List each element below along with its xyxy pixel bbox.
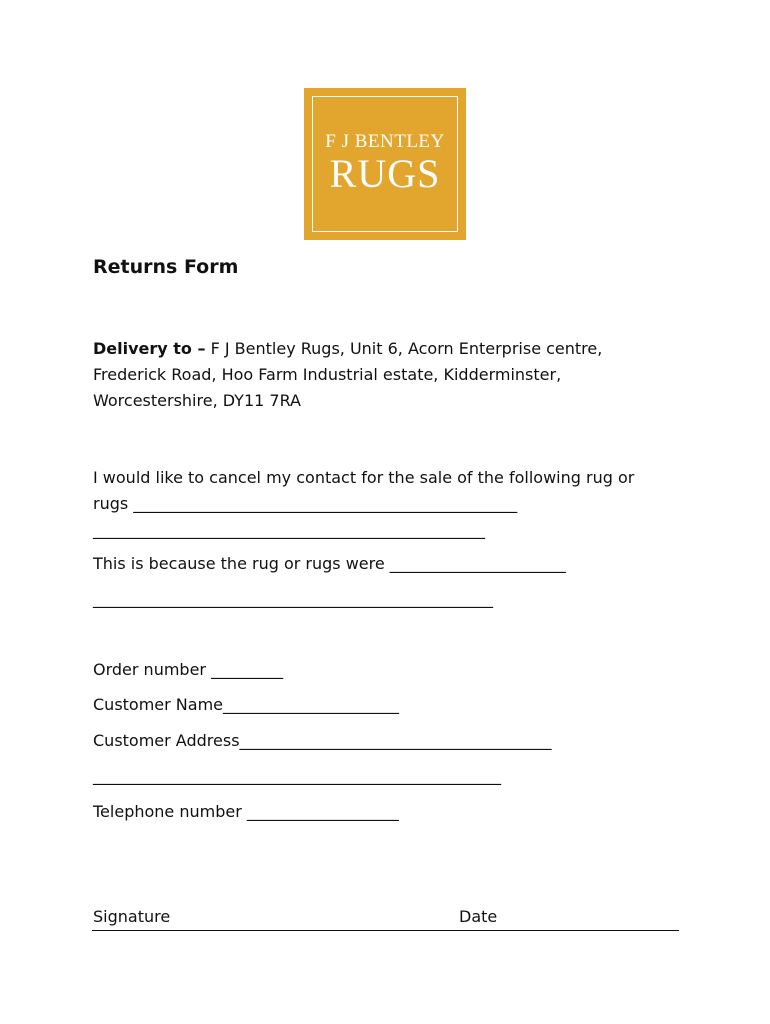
delivery-label: Delivery to – — [93, 339, 206, 358]
telephone-field[interactable]: Telephone number ___________________ — [93, 802, 399, 821]
customer-address-field[interactable]: Customer Address_______________________________________ — [93, 731, 552, 750]
company-logo — [304, 88, 466, 240]
reason-field[interactable]: This is because the rug or rugs were ______________________ — [93, 554, 566, 573]
form-title: Returns Form — [93, 256, 239, 278]
logo-company-name: F J BENTLEY — [325, 131, 445, 152]
signature-label: Signature — [93, 907, 171, 926]
customer-address-continued[interactable]: ___________________________________________________ — [93, 766, 501, 785]
delivery-address-line3: Worcestershire, DY11 7RA — [93, 391, 301, 410]
delivery-address-line1 — [93, 336, 602, 362]
delivery-text: F J Bentley Rugs, Unit 6, Acorn Enterprise centre, — [205, 339, 603, 358]
logo-rugs-word: RUGS — [329, 151, 441, 196]
order-number-field[interactable]: Order number _________ — [93, 660, 284, 679]
delivery-address-line2: Frederick Road, Hoo Farm Industrial estate, Kidderminster, — [93, 365, 562, 384]
date-label: Date — [459, 907, 498, 926]
signature-line[interactable] — [92, 930, 679, 931]
rugs-field[interactable]: rugs ________________________________________________ — [93, 494, 518, 513]
reason-field-continued[interactable]: __________________________________________________ — [93, 589, 493, 608]
customer-name-field[interactable]: Customer Name______________________ — [93, 695, 400, 714]
cancel-statement-line1: I would like to cancel my contact for the sale of the following rug or — [93, 468, 635, 487]
rugs-field-continued[interactable]: _________________________________________________ — [93, 520, 485, 539]
